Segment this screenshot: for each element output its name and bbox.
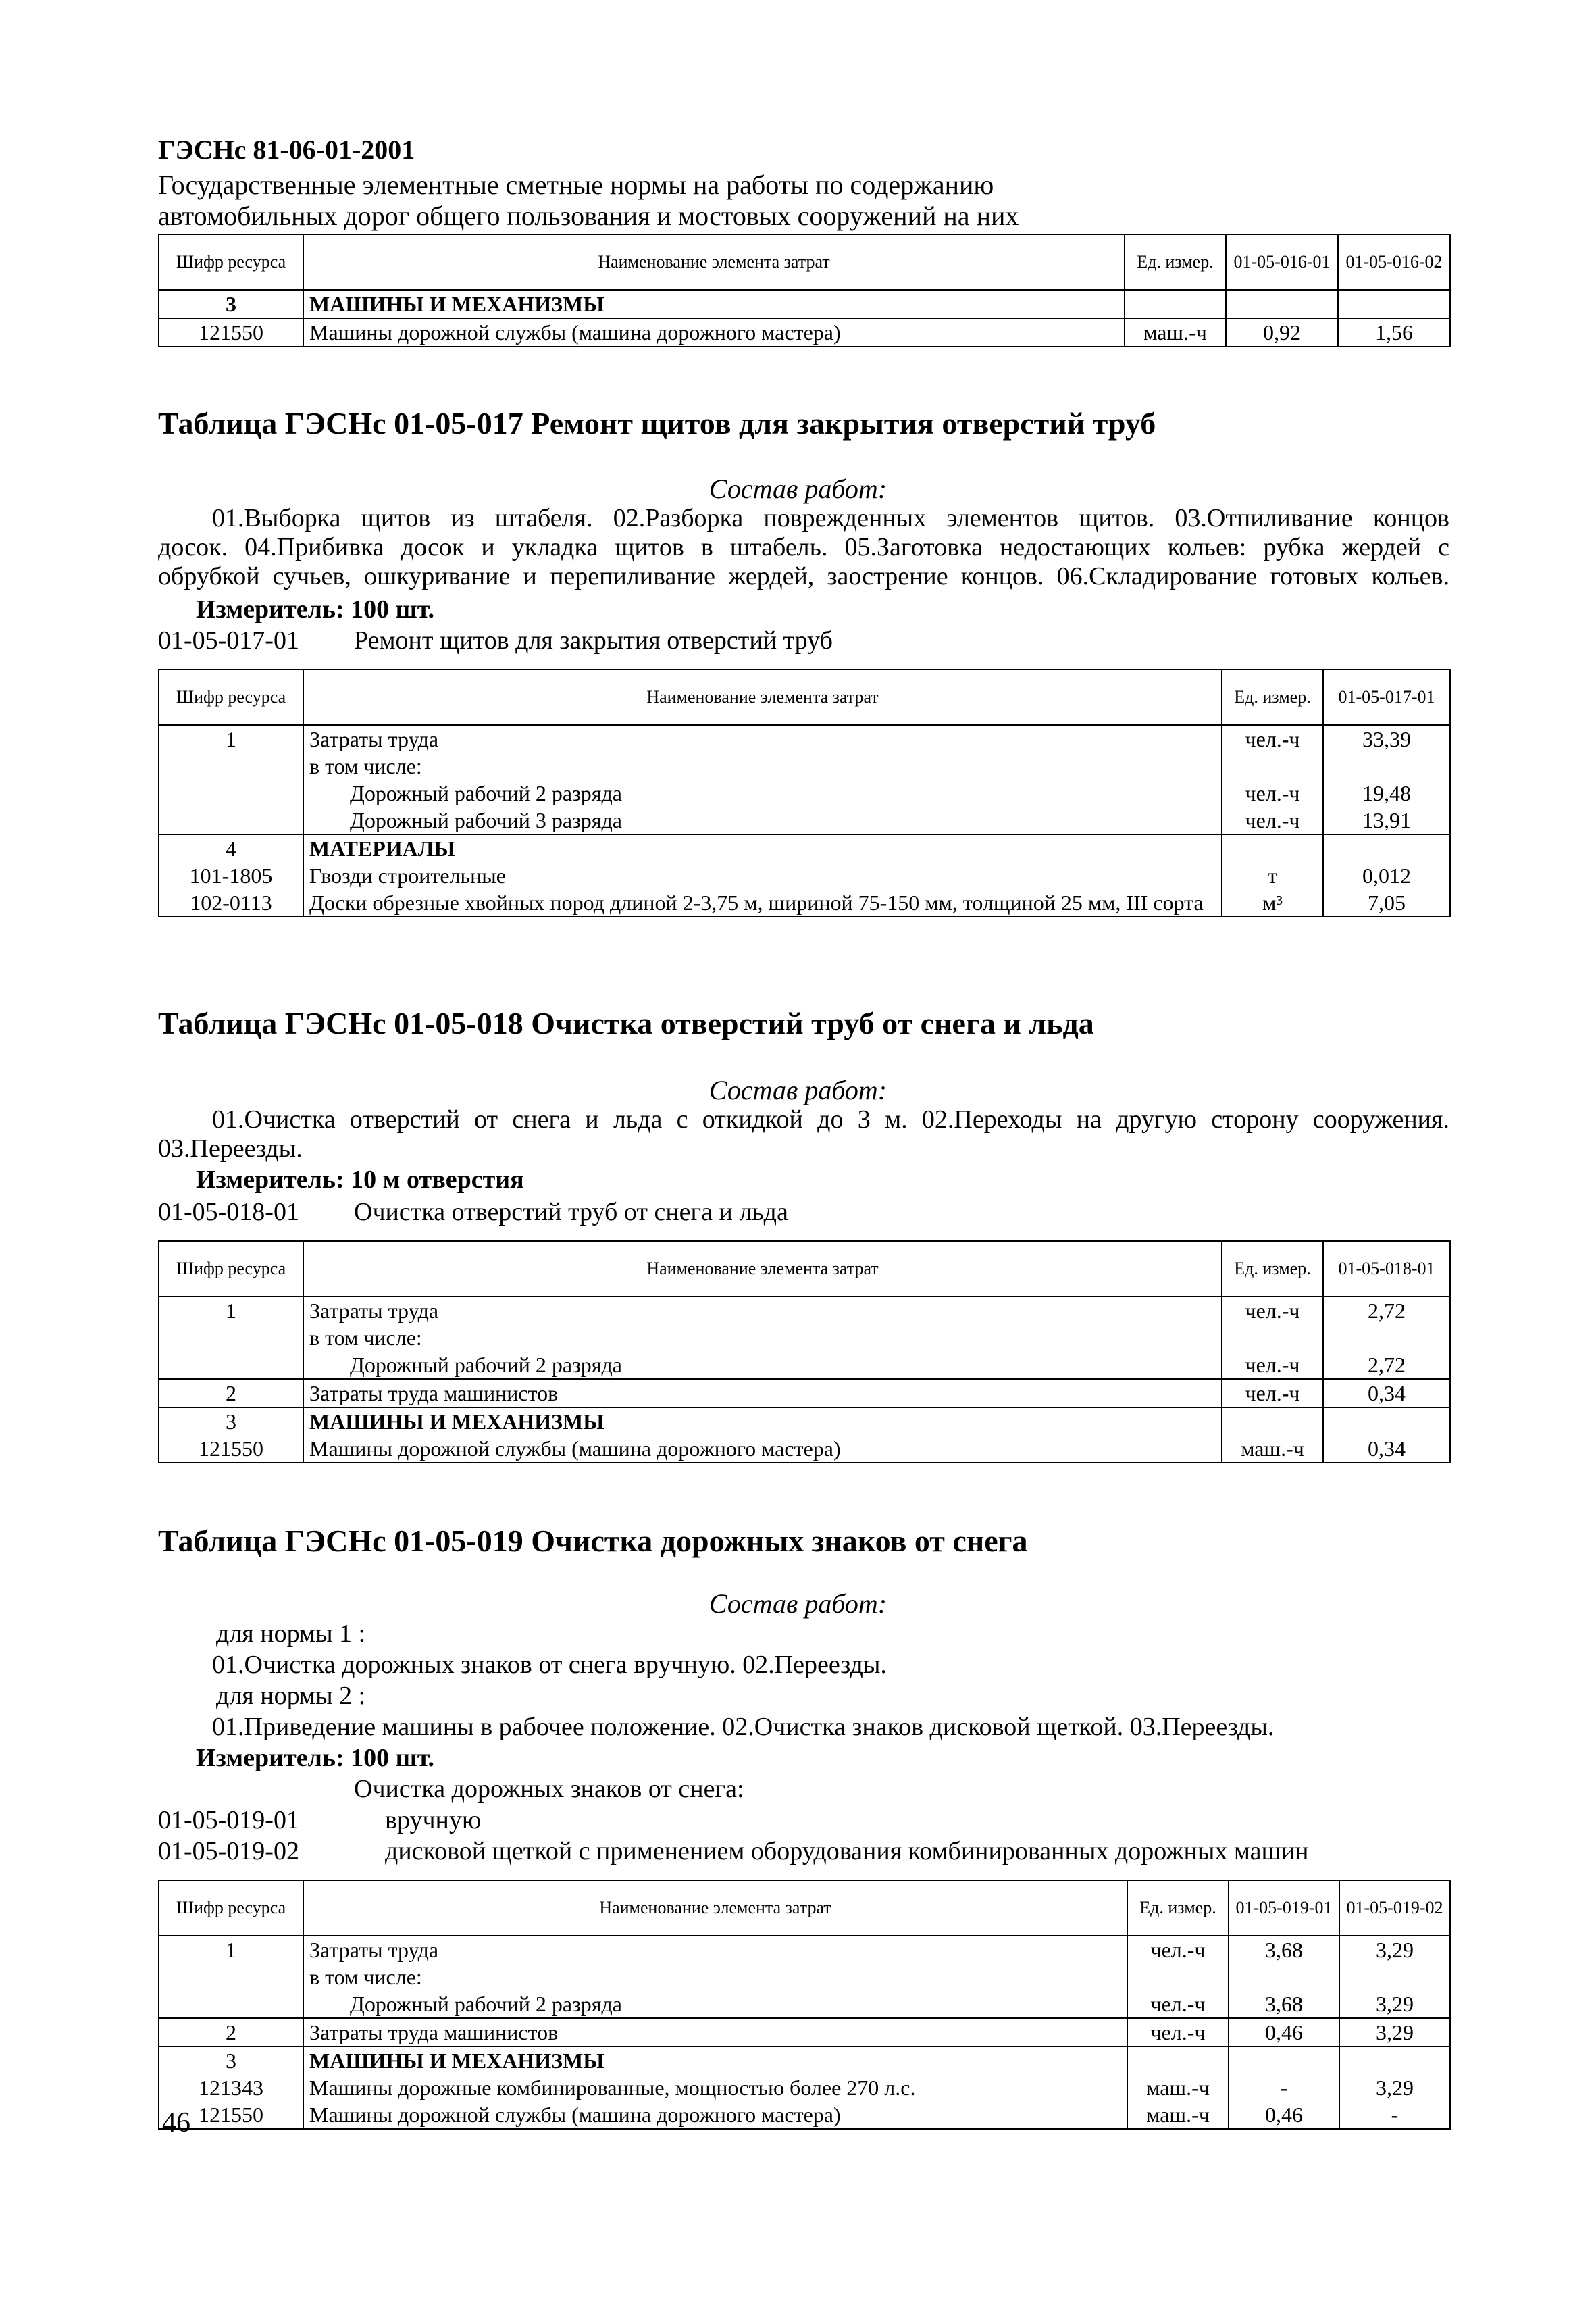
row-code: 4 bbox=[226, 836, 236, 861]
table-018-measure: Измеритель: 10 м отверстия bbox=[196, 1165, 524, 1194]
row-unit-empty bbox=[1228, 1408, 1317, 1435]
norm-code: 01-05-019-01 bbox=[158, 1806, 299, 1834]
row-name: в том числе: bbox=[309, 754, 422, 778]
row-name: Дорожный рабочий 3 разряда bbox=[350, 808, 622, 832]
composition-line: 01.Выборка щитов из штабеля. 02.Разборка поврежденных элементов щитов. 03.Отпиливание концов bbox=[212, 504, 1449, 532]
row-name: Машины дорожные комбинированные, мощностью более 270 л.с. bbox=[309, 2076, 916, 2100]
composition-line: 03.Переезды. bbox=[158, 1134, 303, 1163]
table-019-norm-line-1 bbox=[158, 1805, 481, 1835]
table-017-title: Таблица ГЭСНс 01-05-017 Ремонт щитов для закрытия отверстий труб bbox=[158, 406, 1156, 441]
row-name: Дорожный рабочий 2 разряда bbox=[350, 781, 622, 805]
cell-value bbox=[1339, 2046, 1450, 2129]
row-value-empty bbox=[1235, 2047, 1333, 2074]
cell-name bbox=[303, 2046, 1127, 2129]
composition-line: обрубкой сучьев, ошкуривание и перепиливание жердей, заострение концов. 06.Складирование готовых кольев. bbox=[158, 562, 1449, 590]
row-unit: т bbox=[1268, 863, 1277, 888]
row-value-empty bbox=[1329, 1408, 1444, 1435]
col-norm-2: 01-05-019-02 bbox=[1339, 1880, 1450, 1936]
cell-code: 2 bbox=[159, 2018, 303, 2046]
row-name: Машины дорожной службы (машина дорожного мастера) bbox=[309, 1436, 841, 1461]
row-name: Затраты труда bbox=[309, 727, 439, 751]
norm-name: Ремонт щитов для закрытия отверстий труб bbox=[354, 626, 833, 655]
norm-code: 01-05-017-01 bbox=[158, 626, 299, 655]
cell-value bbox=[1338, 290, 1450, 318]
row-value: 7,05 bbox=[1368, 890, 1406, 915]
table-018-composition bbox=[158, 1105, 1449, 1163]
document-title-line-2: автомобильных дорог общего пользования и мостовых сооружений на них bbox=[158, 201, 1019, 231]
col-name: Наименование элемента затрат bbox=[303, 234, 1125, 290]
cell-code: 1 bbox=[159, 1936, 303, 2018]
row-unit: чел.-ч bbox=[1245, 1353, 1300, 1377]
cell-name bbox=[303, 1407, 1222, 1463]
row-unit-empty bbox=[1228, 835, 1317, 862]
col-name: Наименование элемента затрат bbox=[303, 670, 1222, 725]
row-value: 19,48 bbox=[1362, 781, 1411, 805]
table-018-norm-line bbox=[158, 1197, 788, 1227]
cell-name bbox=[303, 834, 1222, 917]
cell-unit bbox=[1125, 290, 1226, 318]
table-018-title: Таблица ГЭСНс 01-05-018 Очистка отверстий труб от снега и льда bbox=[158, 1006, 1094, 1040]
table-019-composition-label: Состав работ: bbox=[709, 1588, 887, 1619]
row-code: 121550 bbox=[199, 1436, 263, 1461]
row-value: 33,39 bbox=[1362, 727, 1411, 751]
table-row bbox=[159, 318, 1450, 347]
row-code: 121550 bbox=[199, 2103, 263, 2127]
table-019-composition-1: 01.Очистка дорожных знаков от снега вручную. 02.Переезды. bbox=[212, 1651, 887, 1679]
cell-name: МАШИНЫ И МЕХАНИЗМЫ bbox=[303, 290, 1125, 318]
row-value: 0,34 bbox=[1368, 1436, 1406, 1461]
page-number: 46 bbox=[162, 2107, 190, 2138]
table-row bbox=[159, 1936, 1450, 2018]
row-unit: чел.-ч bbox=[1245, 808, 1300, 832]
table-row bbox=[159, 834, 1450, 917]
table-row bbox=[159, 2046, 1450, 2129]
col-name: Наименование элемента затрат bbox=[303, 1241, 1222, 1297]
table-row bbox=[159, 1297, 1450, 1379]
table-row bbox=[159, 1407, 1450, 1463]
table-017-composition bbox=[158, 504, 1449, 591]
col-cipher: Шифр ресурса bbox=[159, 670, 303, 725]
cell-value: 0,46 bbox=[1229, 2018, 1339, 2046]
col-norm-1: 01-05-019-01 bbox=[1229, 1880, 1339, 1936]
norm-name: дисковой щеткой с применением оборудования комбинированных дорожных машин bbox=[385, 1837, 1309, 1865]
table-row bbox=[159, 2018, 1450, 2046]
row-unit: маш.-ч bbox=[1146, 2076, 1210, 2100]
table-019 bbox=[158, 1880, 1451, 2130]
row-name: Гвозди строительные bbox=[309, 863, 506, 888]
table-019-for-norm-1: для нормы 1 : bbox=[216, 1619, 366, 1648]
col-name: Наименование элемента затрат bbox=[303, 1880, 1127, 1936]
row-value: 2,72 bbox=[1368, 1299, 1406, 1323]
row-name: Дорожный рабочий 2 разряда bbox=[350, 1353, 622, 1377]
row-name: Дорожный рабочий 2 разряда bbox=[350, 1992, 622, 2016]
row-unit-empty bbox=[1228, 753, 1317, 780]
cell-value: 0,34 bbox=[1323, 1379, 1450, 1407]
table-019-group-name: Очистка дорожных знаков от снега: bbox=[354, 1775, 744, 1803]
table-017-measure: Измеритель: 100 шт. bbox=[196, 595, 435, 624]
col-norm-2: 01-05-016-02 bbox=[1338, 234, 1450, 290]
table-header-row bbox=[159, 1880, 1450, 1936]
cell-code: 121550 bbox=[159, 318, 303, 347]
cell-value bbox=[1323, 725, 1450, 834]
table-019-for-norm-2: для нормы 2 : bbox=[216, 1682, 366, 1710]
table-row bbox=[159, 290, 1450, 318]
col-norm-1: 01-05-018-01 bbox=[1323, 1241, 1450, 1297]
row-name: в том числе: bbox=[309, 1965, 422, 1989]
col-cipher: Шифр ресурса bbox=[159, 234, 303, 290]
row-unit: м³ bbox=[1262, 890, 1283, 915]
norm-name: Очистка отверстий труб от снега и льда bbox=[354, 1198, 788, 1226]
row-value-empty bbox=[1329, 835, 1444, 862]
row-value: 3,68 bbox=[1265, 1992, 1303, 2016]
cell-code bbox=[159, 1407, 303, 1463]
cell-name bbox=[303, 725, 1222, 834]
row-name: Затраты труда bbox=[309, 1299, 439, 1323]
cell-value bbox=[1226, 290, 1338, 318]
row-value: - bbox=[1280, 2076, 1288, 2100]
cell-value bbox=[1323, 1407, 1450, 1463]
cell-unit bbox=[1127, 2046, 1229, 2129]
table-header-row bbox=[159, 234, 1450, 290]
cell-unit: чел.-ч bbox=[1222, 1379, 1323, 1407]
row-value-empty bbox=[1345, 1963, 1444, 1990]
row-name: МАТЕРИАЛЫ bbox=[309, 836, 455, 861]
composition-line: 01.Очистка отверстий от снега и льда с откидкой до 3 м. 02.Переходы на другую сторону сооружения. bbox=[212, 1105, 1449, 1134]
cell-name: Затраты труда машинистов bbox=[303, 2018, 1127, 2046]
cell-code bbox=[159, 834, 303, 917]
cell-value: 0,92 bbox=[1226, 318, 1338, 347]
row-code: 3 bbox=[226, 1409, 236, 1434]
row-unit: маш.-ч bbox=[1241, 1436, 1304, 1461]
table-row bbox=[159, 725, 1450, 834]
table-017 bbox=[158, 669, 1451, 917]
row-name: МАШИНЫ И МЕХАНИЗМЫ bbox=[309, 2048, 604, 2073]
row-value: 2,72 bbox=[1368, 1353, 1406, 1377]
col-unit: Ед. измер. bbox=[1222, 670, 1323, 725]
table-017-composition-label: Состав работ: bbox=[709, 474, 887, 504]
cell-unit bbox=[1222, 725, 1323, 834]
table-019-norm-line-2 bbox=[158, 1836, 1308, 1866]
table-018 bbox=[158, 1240, 1451, 1463]
table-row bbox=[159, 1379, 1450, 1407]
table-header-row bbox=[159, 670, 1450, 725]
norm-code: 01-05-018-01 bbox=[158, 1198, 299, 1226]
row-value: 3,29 bbox=[1376, 2076, 1414, 2100]
row-name: МАШИНЫ И МЕХАНИЗМЫ bbox=[309, 1409, 604, 1434]
cell-value bbox=[1229, 2046, 1339, 2129]
row-name: Затраты труда bbox=[309, 1938, 439, 1962]
row-code: 101-1805 bbox=[189, 863, 273, 888]
col-norm-1: 01-05-016-01 bbox=[1226, 234, 1338, 290]
cell-code: 3 bbox=[159, 290, 303, 318]
row-unit-empty bbox=[1133, 2047, 1222, 2074]
col-norm-1: 01-05-017-01 bbox=[1323, 670, 1450, 725]
row-value: 3,29 bbox=[1376, 1992, 1414, 2016]
table-019-measure: Измеритель: 100 шт. bbox=[196, 1744, 435, 1772]
col-cipher: Шифр ресурса bbox=[159, 1241, 303, 1297]
row-code: 121343 bbox=[199, 2076, 263, 2100]
composition-line: досок. 04.Прибивка досок и укладка щитов в штабель. 05.Заготовка недостающих кольев: рубка жердей с bbox=[158, 533, 1449, 561]
row-unit-empty bbox=[1228, 1324, 1317, 1351]
col-unit: Ед. измер. bbox=[1127, 1880, 1229, 1936]
row-unit: чел.-ч bbox=[1245, 727, 1300, 751]
row-unit: чел.-ч bbox=[1150, 1992, 1206, 2016]
row-unit: чел.-ч bbox=[1245, 1299, 1300, 1323]
col-unit: Ед. измер. bbox=[1125, 234, 1226, 290]
row-value: 3,68 bbox=[1265, 1938, 1303, 1962]
cell-name: Машины дорожной службы (машина дорожного мастера) bbox=[303, 318, 1125, 347]
table-016 bbox=[158, 234, 1451, 347]
row-code: 102-0113 bbox=[190, 890, 272, 915]
row-name: в том числе: bbox=[309, 1326, 422, 1350]
cell-value bbox=[1323, 834, 1450, 917]
row-unit: маш.-ч bbox=[1146, 2103, 1210, 2127]
col-unit: Ед. измер. bbox=[1222, 1241, 1323, 1297]
cell-unit bbox=[1222, 834, 1323, 917]
cell-code: 1 bbox=[159, 1297, 303, 1379]
row-unit-empty bbox=[1133, 1963, 1222, 1990]
cell-value: 3,29 bbox=[1339, 2018, 1450, 2046]
row-name: Машины дорожной службы (машина дорожного мастера) bbox=[309, 2103, 841, 2127]
table-017-norm-line bbox=[158, 626, 833, 655]
cell-code: 2 bbox=[159, 1379, 303, 1407]
cell-unit bbox=[1222, 1297, 1323, 1379]
table-019-composition-2: 01.Приведение машины в рабочее положение. 02.Очистка знаков дисковой щеткой. 03.Переезды. bbox=[212, 1713, 1275, 1741]
row-value: 13,91 bbox=[1362, 808, 1411, 832]
col-cipher: Шифр ресурса bbox=[159, 1880, 303, 1936]
cell-name bbox=[303, 1297, 1222, 1379]
document-code: ГЭСНс 81-06-01-2001 bbox=[158, 134, 415, 165]
row-unit: чел.-ч bbox=[1245, 781, 1300, 805]
table-019-title: Таблица ГЭСНс 01-05-019 Очистка дорожных знаков от снега bbox=[158, 1524, 1028, 1558]
table-018-composition-label: Состав работ: bbox=[709, 1075, 887, 1105]
row-value-empty bbox=[1235, 1963, 1333, 1990]
row-value: 0,46 bbox=[1265, 2103, 1303, 2127]
row-code: 3 bbox=[226, 2048, 236, 2073]
cell-unit bbox=[1222, 1407, 1323, 1463]
row-name: Доски обрезные хвойных пород длиной 2-3,75 м, шириной 75-150 мм, толщиной 25 мм, III сорта bbox=[309, 890, 1204, 915]
norm-code: 01-05-019-02 bbox=[158, 1837, 299, 1865]
cell-unit: маш.-ч bbox=[1125, 318, 1226, 347]
row-value-empty bbox=[1329, 1324, 1444, 1351]
cell-name: Затраты труда машинистов bbox=[303, 1379, 1222, 1407]
row-unit: чел.-ч bbox=[1150, 1938, 1206, 1962]
cell-code: 1 bbox=[159, 725, 303, 834]
cell-unit: чел.-ч bbox=[1127, 2018, 1229, 2046]
row-value: - bbox=[1391, 2103, 1399, 2127]
cell-unit bbox=[1127, 1936, 1229, 2018]
row-value-empty bbox=[1345, 2047, 1444, 2074]
cell-value: 1,56 bbox=[1338, 318, 1450, 347]
document-title-line-1: Государственные элементные сметные нормы на работы по содержанию bbox=[158, 170, 994, 200]
norm-name: вручную bbox=[385, 1806, 482, 1834]
cell-value bbox=[1229, 1936, 1339, 2018]
cell-value bbox=[1339, 1936, 1450, 2018]
row-value: 3,29 bbox=[1376, 1938, 1414, 1962]
cell-name bbox=[303, 1936, 1127, 2018]
row-value-empty bbox=[1329, 753, 1444, 780]
table-header-row bbox=[159, 1241, 1450, 1297]
cell-value bbox=[1323, 1297, 1450, 1379]
row-value: 0,012 bbox=[1362, 863, 1411, 888]
